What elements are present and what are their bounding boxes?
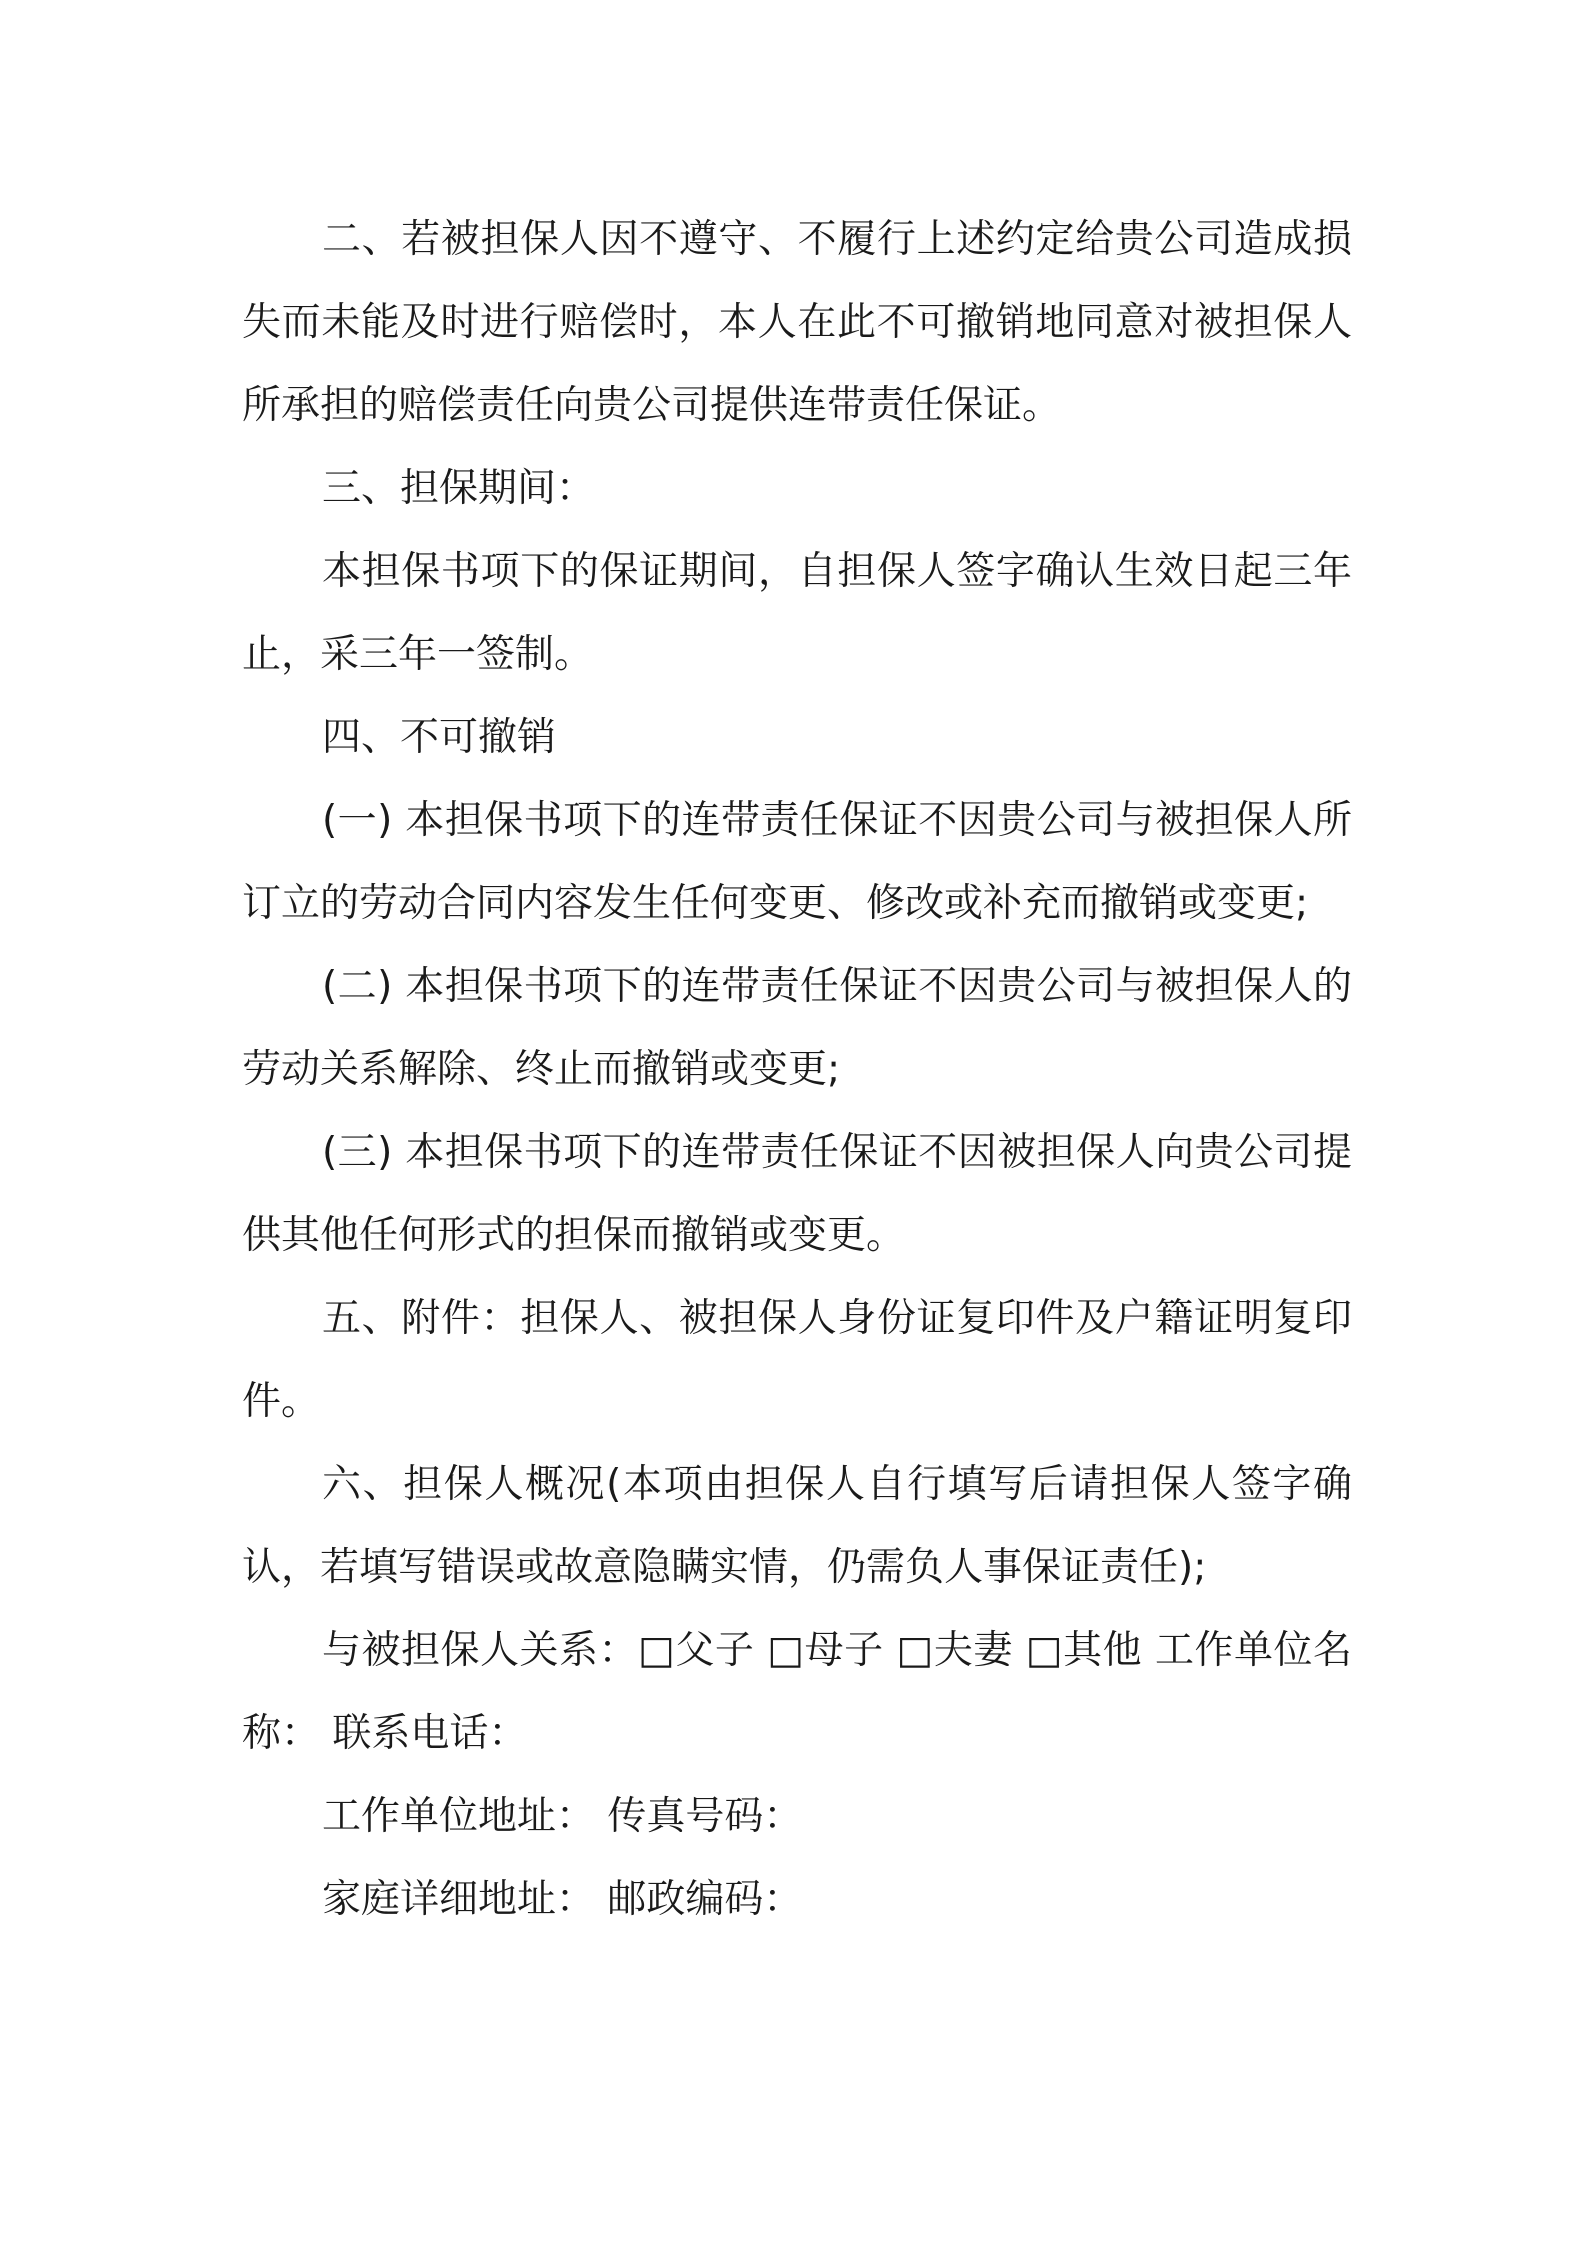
clause-3-heading-guarantee-period: 三、担保期间： (322, 466, 596, 511)
clause-4-item-1: (一) 本担保书项下的连带责任保证不因贵公司与被担保人所订立的劳动合同内容发生任何变更、修改或补充而撤销或变更; (242, 798, 1352, 926)
clause-3-guarantee-period-text: 本担保书项下的保证期间，自担保人签字确认生效日起三年止，采三年一签制。 (242, 549, 1352, 677)
document-body (242, 198, 1352, 1941)
clause-5-attachments: 五、附件：担保人、被担保人身份证复印件及户籍证明复印件。 (242, 1296, 1352, 1424)
clause-4-item-3: (三) 本担保书项下的连带责任保证不因被担保人向贵公司提供其他任何形式的担保而撤销或变更。 (242, 1130, 1352, 1258)
home-address-and-postcode-line: 家庭详细地址： 邮政编码： (322, 1877, 803, 1922)
clause-2-compensation-guarantee: 二、若被担保人因不遵守、不履行上述约定给贵公司造成损失而未能及时进行赔偿时，本人在此不可撤销地同意对被担保人所承担的赔偿责任向贵公司提供连带责任保证。 (242, 217, 1352, 428)
clause-4-item-2: (二) 本担保书项下的连带责任保证不因贵公司与被担保人的劳动关系解除、终止而撤销或变更; (242, 964, 1352, 1092)
employer-address-and-fax-line: 工作单位地址： 传真号码： (322, 1794, 803, 1839)
guarantor-relationship-and-employer-line: 与被担保人关系：□父子 □母子 □夫妻 □其他 工作单位名称： 联系电话： (242, 1628, 1352, 1756)
clause-6-guarantor-overview: 六、担保人概况(本项由担保人自行填写后请担保人签字确认，若填写错误或故意隐瞒实情，仍需负人事保证责任); (242, 1462, 1352, 1590)
clause-4-heading-irrevocable: 四、不可撤销 (322, 715, 557, 760)
